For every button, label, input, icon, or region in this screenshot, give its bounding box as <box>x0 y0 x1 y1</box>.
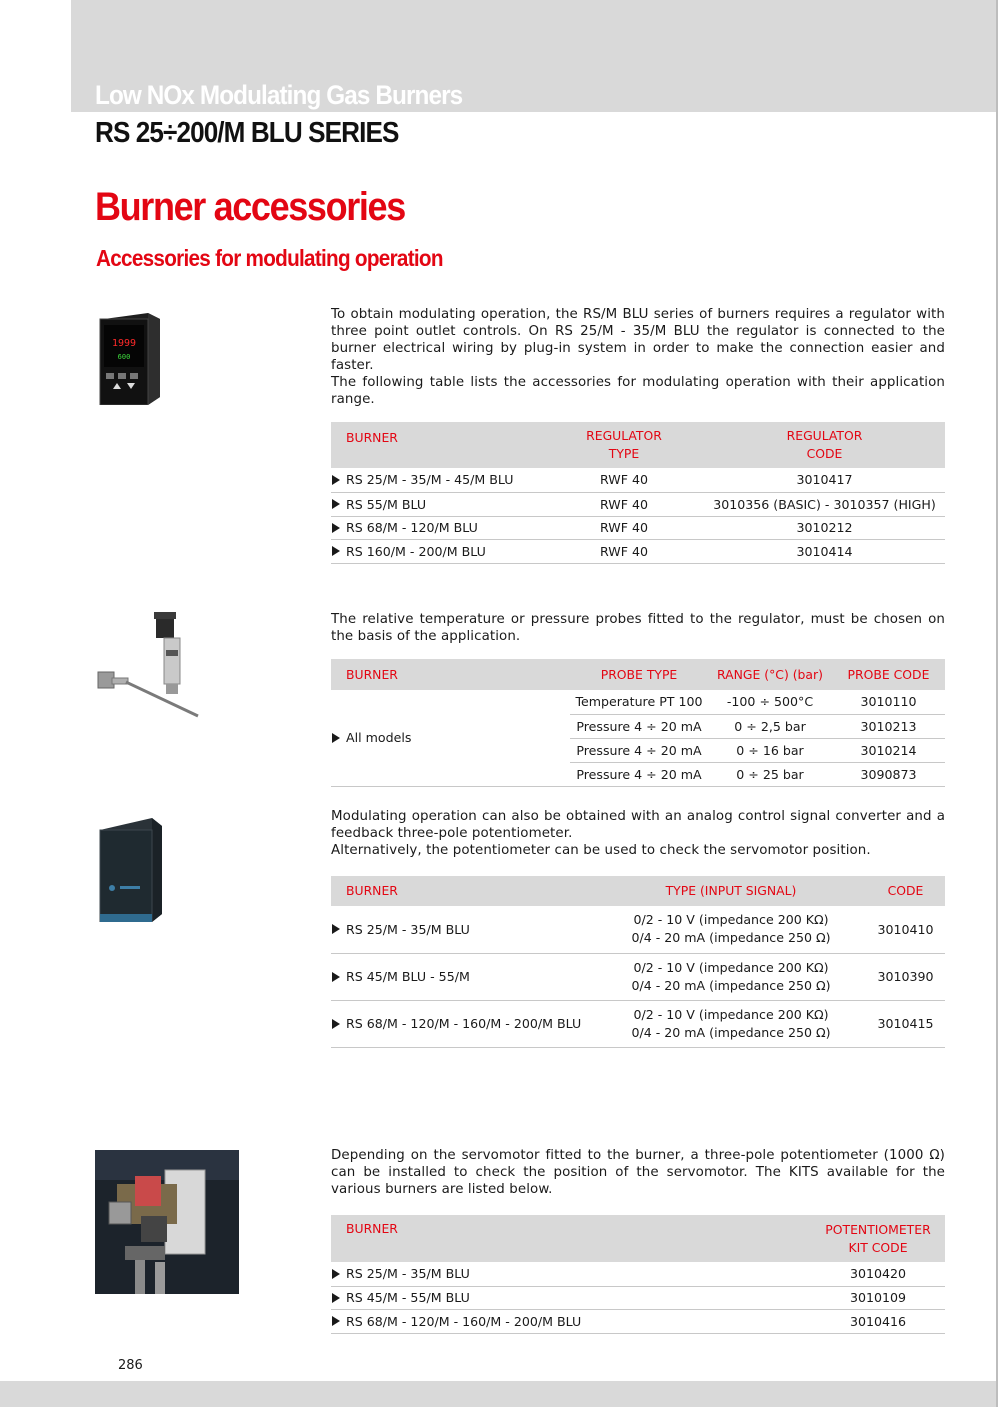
arrow-right-icon <box>332 1019 340 1029</box>
arrow-right-icon <box>332 523 340 533</box>
potentiometer-image <box>95 1150 239 1294</box>
table-row <box>331 468 945 492</box>
row-type: RWF 40 <box>544 539 704 563</box>
arrow-right-icon <box>332 1316 340 1326</box>
header-burner: BURNER <box>331 1215 811 1262</box>
arrow-right-icon <box>332 546 340 556</box>
converter-paragraph-2: Alternatively, the potentiometer can be used to check the servomotor position. <box>331 843 871 858</box>
row-range: 0 ÷ 25 bar <box>708 762 832 786</box>
header-input-signal: TYPE (INPUT SIGNAL) <box>596 876 866 906</box>
row-code: 3010415 <box>866 1000 945 1047</box>
row-code: 3010414 <box>704 539 945 563</box>
footer-band <box>0 1381 996 1407</box>
table-row <box>331 1000 945 1047</box>
converter-paragraph <box>331 808 945 859</box>
row-burner: RS 68/M - 120/M BLU <box>331 516 544 539</box>
table-row <box>331 690 945 714</box>
header-burner: BURNER <box>331 876 596 906</box>
row-probe-type: Pressure 4 ÷ 20 mA <box>570 762 708 786</box>
arrow-right-icon <box>332 733 340 743</box>
arrow-right-icon <box>332 924 340 934</box>
row-code: 3090873 <box>832 762 945 786</box>
arrow-right-icon <box>332 972 340 982</box>
regulator-display-bottom: 600 <box>117 353 131 361</box>
header-probe-code: PROBE CODE <box>832 659 945 690</box>
intro-paragraph-1: To obtain modulating operation, the RS/M BLU series of burners requires a regulator with three point outlet controls. On RS 25/M - 35/M BLU the regulator is connected to the burner electrical wiring by plug-in system in order to make the connection easier and faster. <box>331 307 945 373</box>
row-range: -100 ÷ 500°C <box>708 690 832 714</box>
row-code: 3010410 <box>866 906 945 953</box>
row-probe-type: Pressure 4 ÷ 20 mA <box>570 714 708 738</box>
header-burner: BURNER <box>331 659 570 690</box>
header-regulator-code <box>704 422 945 468</box>
row-code: 3010110 <box>832 690 945 714</box>
row-type: RWF 40 <box>544 492 704 516</box>
row-code: 3010390 <box>866 953 945 1000</box>
row-burner: RS 45/M - 55/M BLU <box>331 1286 811 1309</box>
header-regulator-type <box>544 422 704 468</box>
intro-paragraph <box>331 306 945 408</box>
page-number: 286 <box>118 1358 143 1373</box>
row-range: 0 ÷ 16 bar <box>708 738 832 762</box>
row-code: 3010416 <box>811 1309 945 1333</box>
probes-paragraph: The relative temperature or pressure probes fitted to the regulator, must be chosen on the basis of the application. <box>331 612 945 644</box>
row-code: 3010214 <box>832 738 945 762</box>
row-type: RWF 40 <box>544 468 704 492</box>
header-kit-code <box>811 1215 945 1262</box>
regulator-image <box>98 313 160 405</box>
header-regulator-type-line1: REGULATOR <box>586 428 662 443</box>
row-burner: RS 68/M - 120/M - 160/M - 200/M BLU <box>331 1000 596 1047</box>
row-burner: RS 160/M - 200/M BLU <box>331 539 544 563</box>
header-kit-code-line1: POTENTIOMETER <box>825 1221 931 1237</box>
converter-table <box>331 876 945 1048</box>
row-code: 3010417 <box>704 468 945 492</box>
probes-image <box>92 610 202 722</box>
row-code: 3010212 <box>704 516 945 539</box>
row-burner: RS 55/M BLU <box>331 492 544 516</box>
header-kit-code-line2: KIT CODE <box>848 1239 908 1255</box>
regulator-table <box>331 422 945 564</box>
table-row <box>331 492 945 516</box>
table-row <box>331 539 945 563</box>
header-probe-type: PROBE TYPE <box>570 659 708 690</box>
table-row <box>331 1286 945 1309</box>
row-range: 0 ÷ 2,5 bar <box>708 714 832 738</box>
row-code: 3010420 <box>811 1262 945 1286</box>
row-probe-type: Pressure 4 ÷ 20 mA <box>570 738 708 762</box>
arrow-right-icon <box>332 475 340 485</box>
table-row <box>331 906 945 953</box>
arrow-right-icon <box>332 1269 340 1279</box>
header-range: RANGE (°C) (bar) <box>708 659 832 690</box>
header-code: CODE <box>866 876 945 906</box>
series-title: RS 25÷200/M BLU SERIES <box>95 117 399 149</box>
series-subtitle: Low NOx Modulating Gas Burners <box>95 80 463 110</box>
header-burner: BURNER <box>331 422 544 468</box>
row-burner: RS 25/M - 35/M - 45/M BLU <box>331 468 544 492</box>
row-input-signal: 0/2 - 10 V (impedance 200 KΩ) 0/4 - 20 mA (impedance 250 Ω) <box>596 906 866 953</box>
header-regulator-code-line1: REGULATOR <box>786 428 863 443</box>
row-code: 3010356 (BASIC) - 3010357 (HIGH) <box>704 492 945 516</box>
table-row <box>331 1309 945 1333</box>
section-subtitle: Accessories for modulating operation <box>96 245 443 271</box>
row-burner: RS 68/M - 120/M - 160/M - 200/M BLU <box>331 1309 811 1333</box>
row-burner: RS 25/M - 35/M BLU <box>331 1262 811 1286</box>
row-input-signal: 0/2 - 10 V (impedance 200 KΩ) 0/4 - 20 mA (impedance 250 Ω) <box>596 953 866 1000</box>
converter-image <box>96 818 164 922</box>
potentiometer-table <box>331 1215 945 1334</box>
row-code: 3010109 <box>811 1286 945 1309</box>
regulator-display-top: 1999 <box>111 338 137 349</box>
row-code: 3010213 <box>832 714 945 738</box>
header-regulator-code-line2: CODE <box>806 446 843 461</box>
section-title: Burner accessories <box>95 185 405 229</box>
table-row <box>331 953 945 1000</box>
arrow-right-icon <box>332 499 340 509</box>
probe-table <box>331 659 945 787</box>
table-row <box>331 1262 945 1286</box>
intro-paragraph-2: The following table lists the accessories for modulating operation with their application range. <box>331 375 945 407</box>
row-burner: RS 25/M - 35/M BLU <box>331 906 596 953</box>
row-probe-type: Temperature PT 100 <box>570 690 708 714</box>
header-regulator-type-line2: TYPE <box>608 446 640 461</box>
converter-paragraph-1: Modulating operation can also be obtained with an analog control signal converter and a feedback three-pole potentiometer. <box>331 809 945 841</box>
row-input-signal: 0/2 - 10 V (impedance 200 KΩ) 0/4 - 20 mA (impedance 250 Ω) <box>596 1000 866 1047</box>
table-row <box>331 516 945 539</box>
potentiometer-paragraph: Depending on the servomotor fitted to the burner, a three-pole potentiometer (1000 Ω) can be installed to check the position of the servomotor. The KITS available for the various burners are listed below. <box>331 1148 945 1197</box>
row-type: RWF 40 <box>544 516 704 539</box>
arrow-right-icon <box>332 1293 340 1303</box>
row-burner: RS 45/M BLU - 55/M <box>331 953 596 1000</box>
row-burner: All models <box>331 690 570 786</box>
